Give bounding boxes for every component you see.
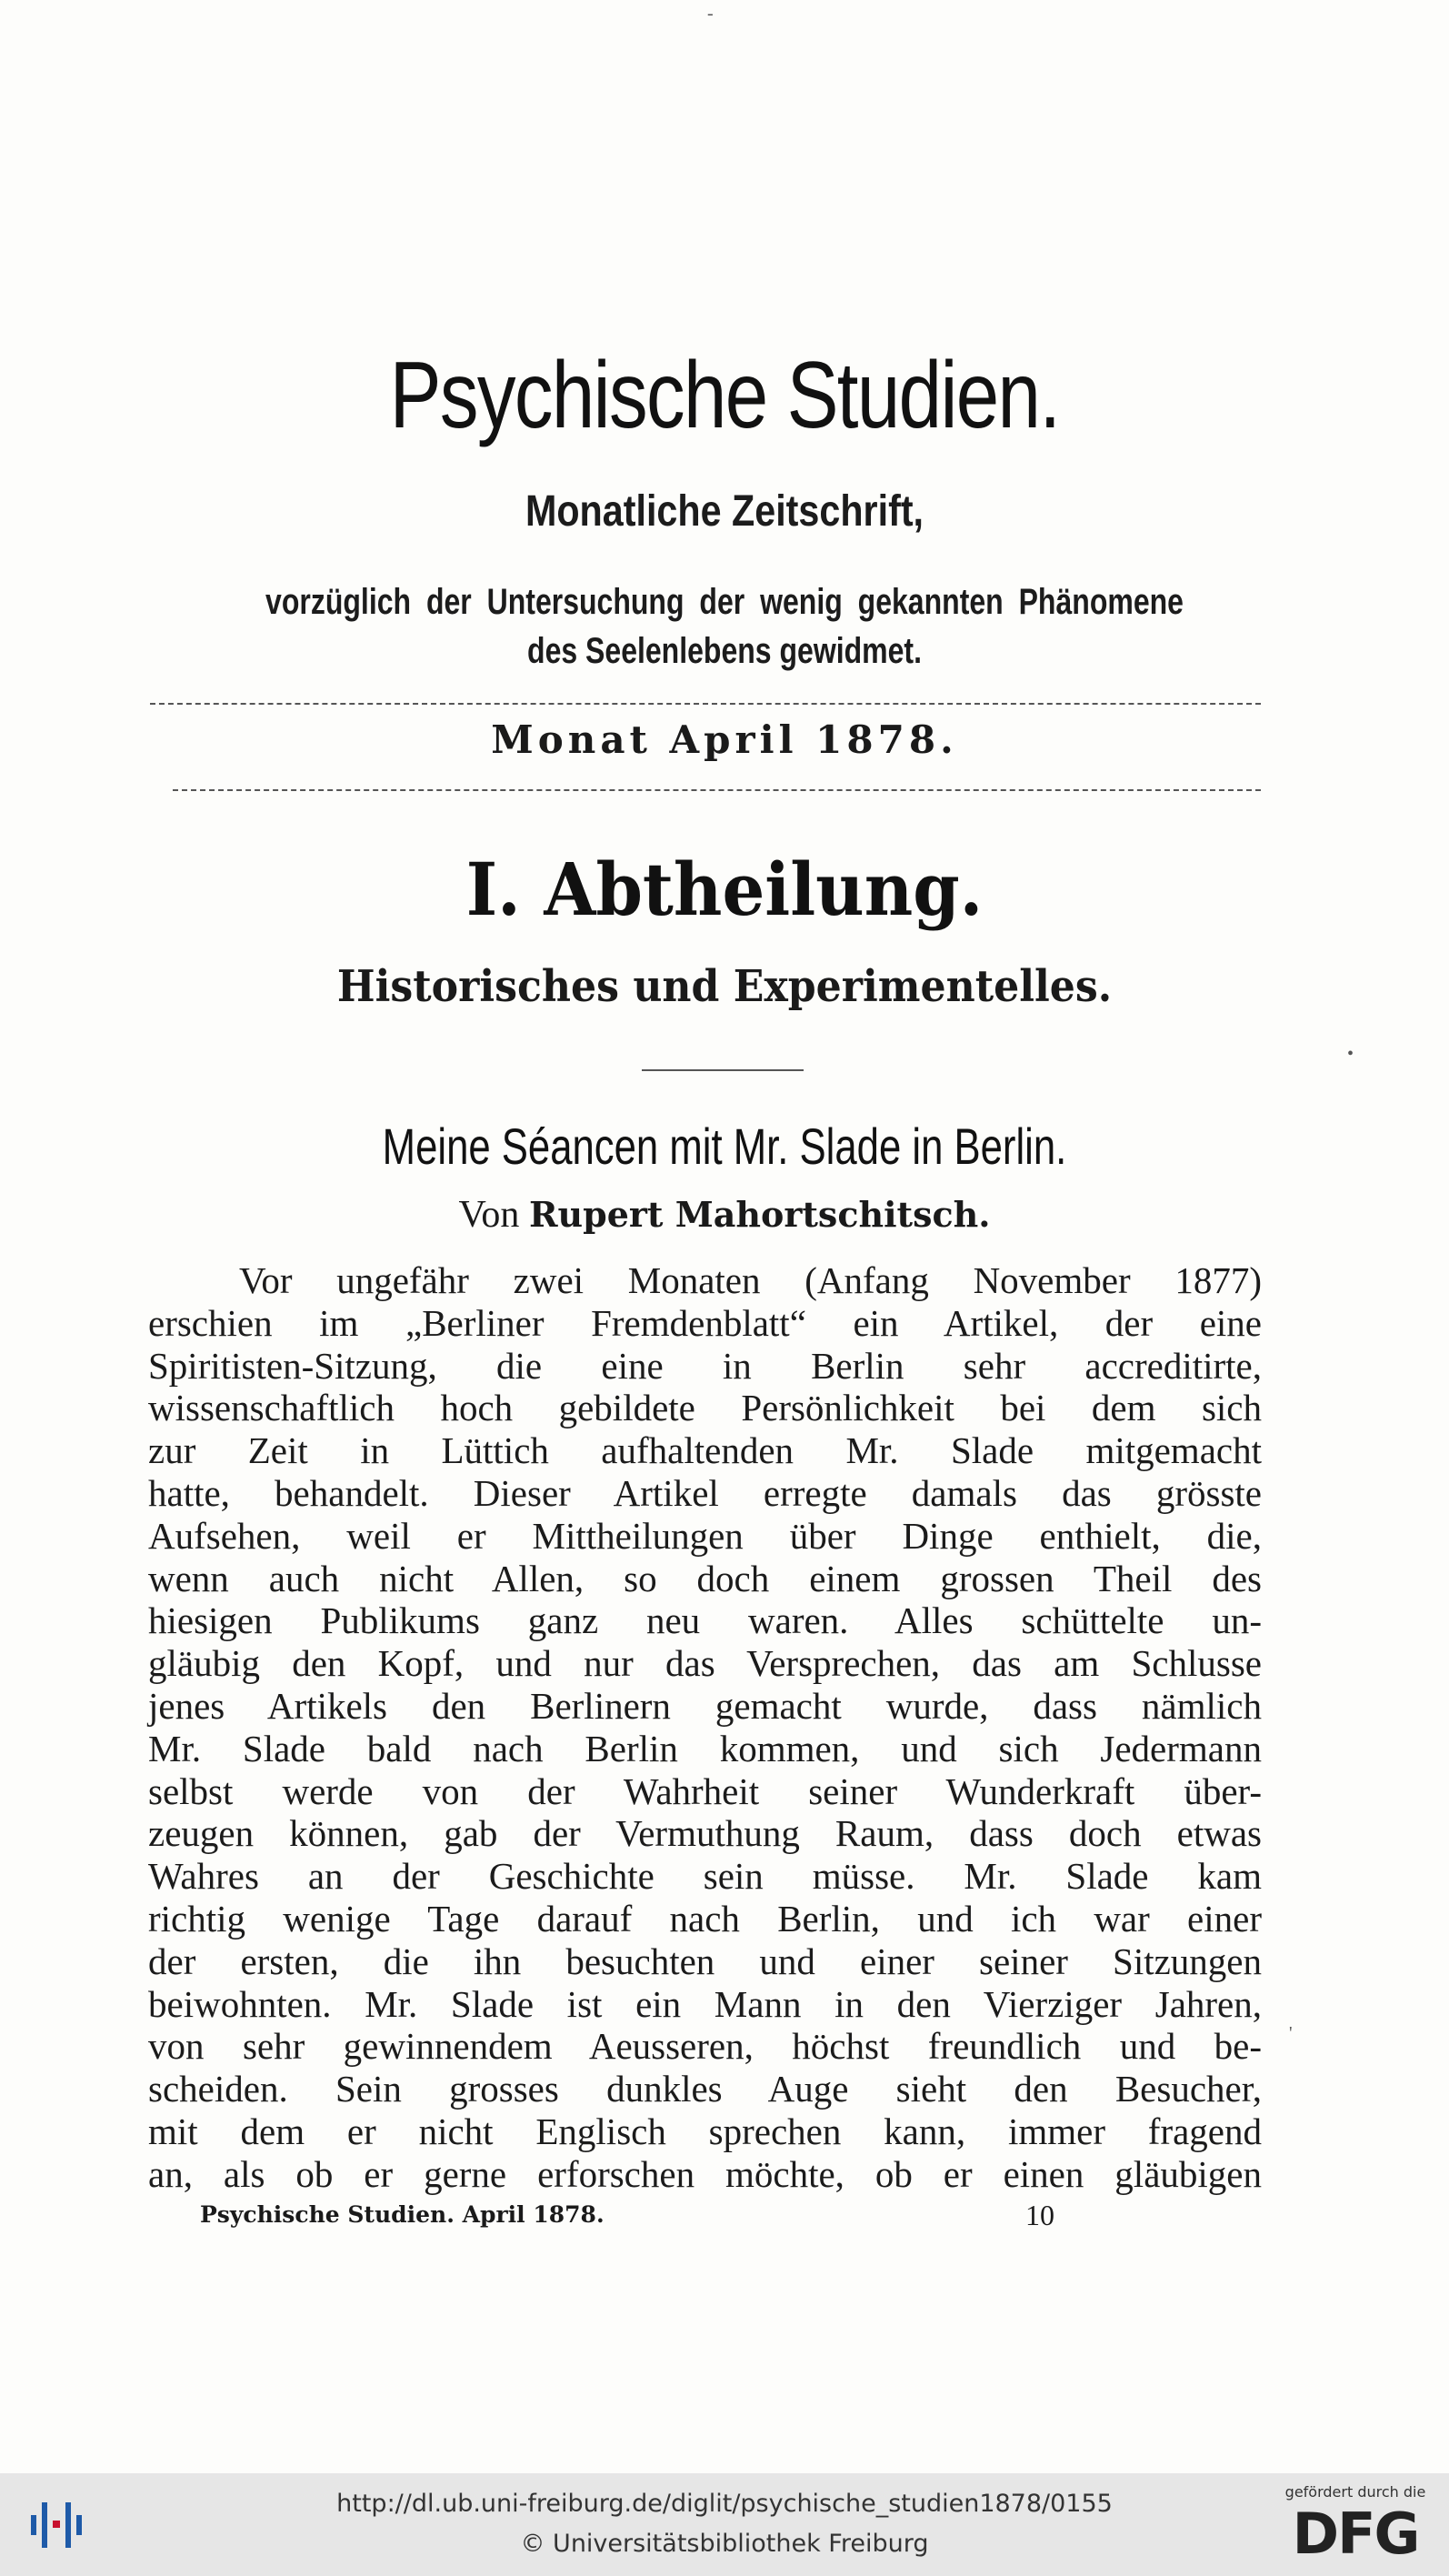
running-footer-title: Psychische Studien. April 1878. bbox=[200, 2201, 605, 2228]
article-body bbox=[148, 1259, 1262, 2196]
divider-rule-bottom bbox=[173, 789, 1261, 791]
body-line: scheiden. Sein grosses dunkles Auge sieht den Besucher, bbox=[148, 2068, 1262, 2110]
body-line: wissenschaftlich hoch gebildete Persönlichkeit bei dem sich bbox=[148, 1387, 1262, 1429]
body-line: an, als ob er gerne erforschen möchte, ob er einen gläubigen bbox=[148, 2152, 1262, 2195]
body-line: von sehr gewinnendem Aeusseren, höchst freundlich und be- bbox=[148, 2025, 1262, 2068]
journal-description-line2: des Seelenlebens gewidmet. bbox=[527, 631, 922, 671]
body-line: Spiritisten-Sitzung, die eine in Berlin sehr accreditirte, bbox=[148, 1344, 1262, 1387]
short-divider bbox=[642, 1069, 804, 1071]
journal-subtitle: Monatliche Zeitschrift, bbox=[525, 487, 924, 536]
journal-description-line1: vorzüglich der Untersuchung der wenig gekannten Phänomene bbox=[265, 582, 1184, 622]
body-line: zeugen können, gab der Vermuthung Raum, dass doch etwas bbox=[148, 1812, 1262, 1855]
body-line: Wahres an der Geschichte sein müsse. Mr. Slade kam bbox=[148, 1855, 1262, 1898]
body-line: hatte, behandelt. Dieser Artikel erregte damals das grösste bbox=[148, 1471, 1262, 1514]
body-line: zur Zeit in Lüttich aufhaltenden Mr. Slade mitgemacht bbox=[148, 1429, 1262, 1472]
footer-bar bbox=[0, 2473, 1449, 2576]
body-line: wenn auch nicht Allen, so doch einem grossen Theil des bbox=[148, 1557, 1262, 1599]
body-line: hiesigen Publikums ganz neu waren. Alles schüttelte un- bbox=[148, 1599, 1262, 1642]
section-subheading: Historisches und Experimentelles. bbox=[336, 961, 1113, 1012]
body-line: gläubig den Kopf, und nur das Versprechen, das am Schlusse bbox=[148, 1642, 1262, 1685]
body-line: beiwohnten. Mr. Slade ist ein Mann in den Vierziger Jahren, bbox=[148, 1982, 1262, 2025]
article-title: Meine Séancen mit Mr. Slade in Berlin. bbox=[382, 1118, 1067, 1175]
body-line: der ersten, die ihn besuchten und einer seiner Sitzungen bbox=[148, 1940, 1262, 1982]
scan-speck: ' bbox=[1289, 2023, 1293, 2043]
dfg-logo[interactable]: DFG bbox=[1292, 2501, 1419, 2567]
body-line: richtig wenige Tage darauf nach Berlin, und ich war einer bbox=[148, 1897, 1262, 1940]
page-number: 10 bbox=[1025, 2199, 1054, 2231]
sponsor-block bbox=[1278, 2482, 1433, 2566]
author-name: Rupert Mahortschitsch. bbox=[528, 1194, 991, 1235]
scan-speck: • bbox=[1347, 1044, 1354, 1064]
body-line: jenes Artikels den Berlinern gemacht wurde, dass nämlich bbox=[148, 1684, 1262, 1727]
divider-rule-top bbox=[150, 703, 1261, 705]
source-url-link[interactable]: http://dl.ub.uni-freiburg.de/diglit/psychische_studien1878/0155 bbox=[336, 2490, 1113, 2518]
sponsor-caption: gefördert durch die bbox=[1284, 2483, 1426, 2501]
body-line: Aufsehen, weil er Mittheilungen über Dinge enthielt, die, bbox=[148, 1514, 1262, 1557]
journal-title: Psychische Studien. bbox=[389, 343, 1060, 448]
byline-prefix: Von bbox=[458, 1194, 520, 1236]
body-line: Mr. Slade bald nach Berlin kommen, und sich Jedermann bbox=[148, 1727, 1262, 1769]
section-heading: I. Abtheilung. bbox=[465, 847, 984, 932]
body-line: erschien im „Berliner Fremdenblatt“ ein Artikel, der eine bbox=[148, 1301, 1262, 1344]
body-line: selbst werde von der Wahrheit seiner Wunderkraft über- bbox=[148, 1769, 1262, 1812]
body-line: mit dem er nicht Englisch sprechen kann, immer fragend bbox=[148, 2110, 1262, 2152]
copyright-notice: © Universitätsbibliothek Freiburg bbox=[520, 2530, 929, 2558]
scan-speck: - bbox=[707, 4, 714, 24]
issue-date: Monat April 1878. bbox=[491, 717, 958, 762]
article-byline bbox=[0, 1191, 1449, 1238]
body-line: Vor ungefähr zwei Monaten (Anfang November 1877) bbox=[239, 1259, 1262, 1301]
